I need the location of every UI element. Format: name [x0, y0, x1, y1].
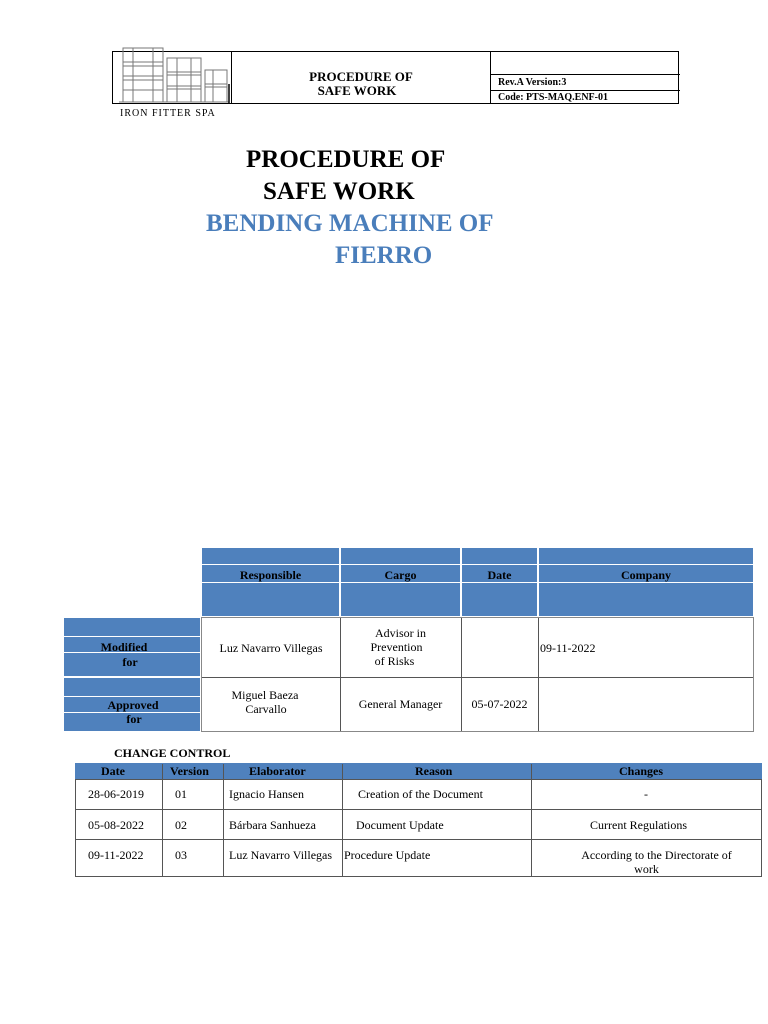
header-responsible-cell [201, 547, 340, 617]
company-logo-icon [119, 46, 231, 108]
header-title [232, 70, 490, 98]
header-date: Date [487, 568, 512, 582]
document-header [112, 51, 679, 104]
cc-row2-changes: Current Regulations [590, 818, 687, 832]
code-label: Code: PTS-MAQ.ENF-01 [498, 92, 608, 103]
cc-header-version: Version [170, 764, 209, 778]
doc-title-line2: SAFE WORK [263, 178, 415, 205]
responsibility-body [201, 617, 754, 732]
cc-header-changes: Changes [619, 764, 664, 778]
modified-responsible: Luz Navarro Villegas [219, 641, 323, 655]
cc-row3-elaborator: Luz Navarro Villegas [229, 848, 333, 862]
cc-row1-elaborator: Ignacio Hansen [229, 787, 304, 801]
change-control-body [75, 779, 762, 877]
approved-label-cell [63, 677, 201, 732]
doc-subtitle-line1: BENDING MACHINE OF [206, 210, 494, 237]
modified-date: 09-11-2022 [540, 641, 596, 655]
cc-row1-version: 01 [175, 787, 187, 801]
approved-cargo: General Manager [358, 697, 443, 711]
approved-date: 05-07-2022 [471, 697, 528, 711]
header-title-cell [231, 52, 491, 103]
cc-row3-reason: Procedure Update [344, 848, 431, 862]
cc-row2-elaborator: Bárbara Sanhueza [229, 818, 316, 832]
cc-row3-changes: According to the Directorate of work [581, 848, 732, 876]
change-control-header [75, 763, 762, 779]
cc-header-reason: Reason [415, 764, 453, 778]
cc-row1-reason: Creation of the Document [358, 787, 483, 801]
doc-title-line1: PROCEDURE OF [246, 146, 446, 173]
header-cargo-cell [340, 547, 461, 617]
cc-header-date: Date [101, 764, 125, 778]
cc-row2-reason: Document Update [356, 818, 444, 832]
cc-row2-version: 02 [175, 818, 187, 832]
cc-row3-version: 03 [175, 848, 187, 862]
cc-row1-changes: - [644, 787, 648, 801]
change-control-title: CHANGE CONTROL [114, 746, 231, 760]
revision-label: Rev.A Version:3 [498, 77, 567, 88]
header-date-cell [461, 547, 538, 617]
responsibility-table [63, 547, 754, 732]
cc-row1-date: 28-06-2019 [88, 787, 144, 801]
approved-label: Approved for [107, 698, 159, 726]
header-title-line2: SAFE WORK [317, 83, 397, 98]
company-logo-text: IRON FITTER SPA [120, 108, 216, 119]
modified-cargo: Advisor in Prevention of Risks [370, 626, 426, 668]
approved-responsible: Miguel Baeza Carvallo [231, 688, 299, 716]
cc-row3-date: 09-11-2022 [88, 848, 144, 862]
modified-label: Modified for [100, 640, 148, 669]
header-company-cell [538, 547, 754, 617]
doc-subtitle-line2: FIERRO [335, 242, 433, 269]
header-cargo: Cargo [384, 568, 417, 582]
cc-row2-date: 05-08-2022 [88, 818, 144, 832]
header-title-line1: PROCEDURE OF [309, 69, 413, 84]
cc-header-elaborator: Elaborator [249, 764, 306, 778]
header-responsible: Responsible [239, 568, 302, 582]
modified-label-cell [63, 617, 201, 677]
header-company: Company [620, 568, 671, 582]
